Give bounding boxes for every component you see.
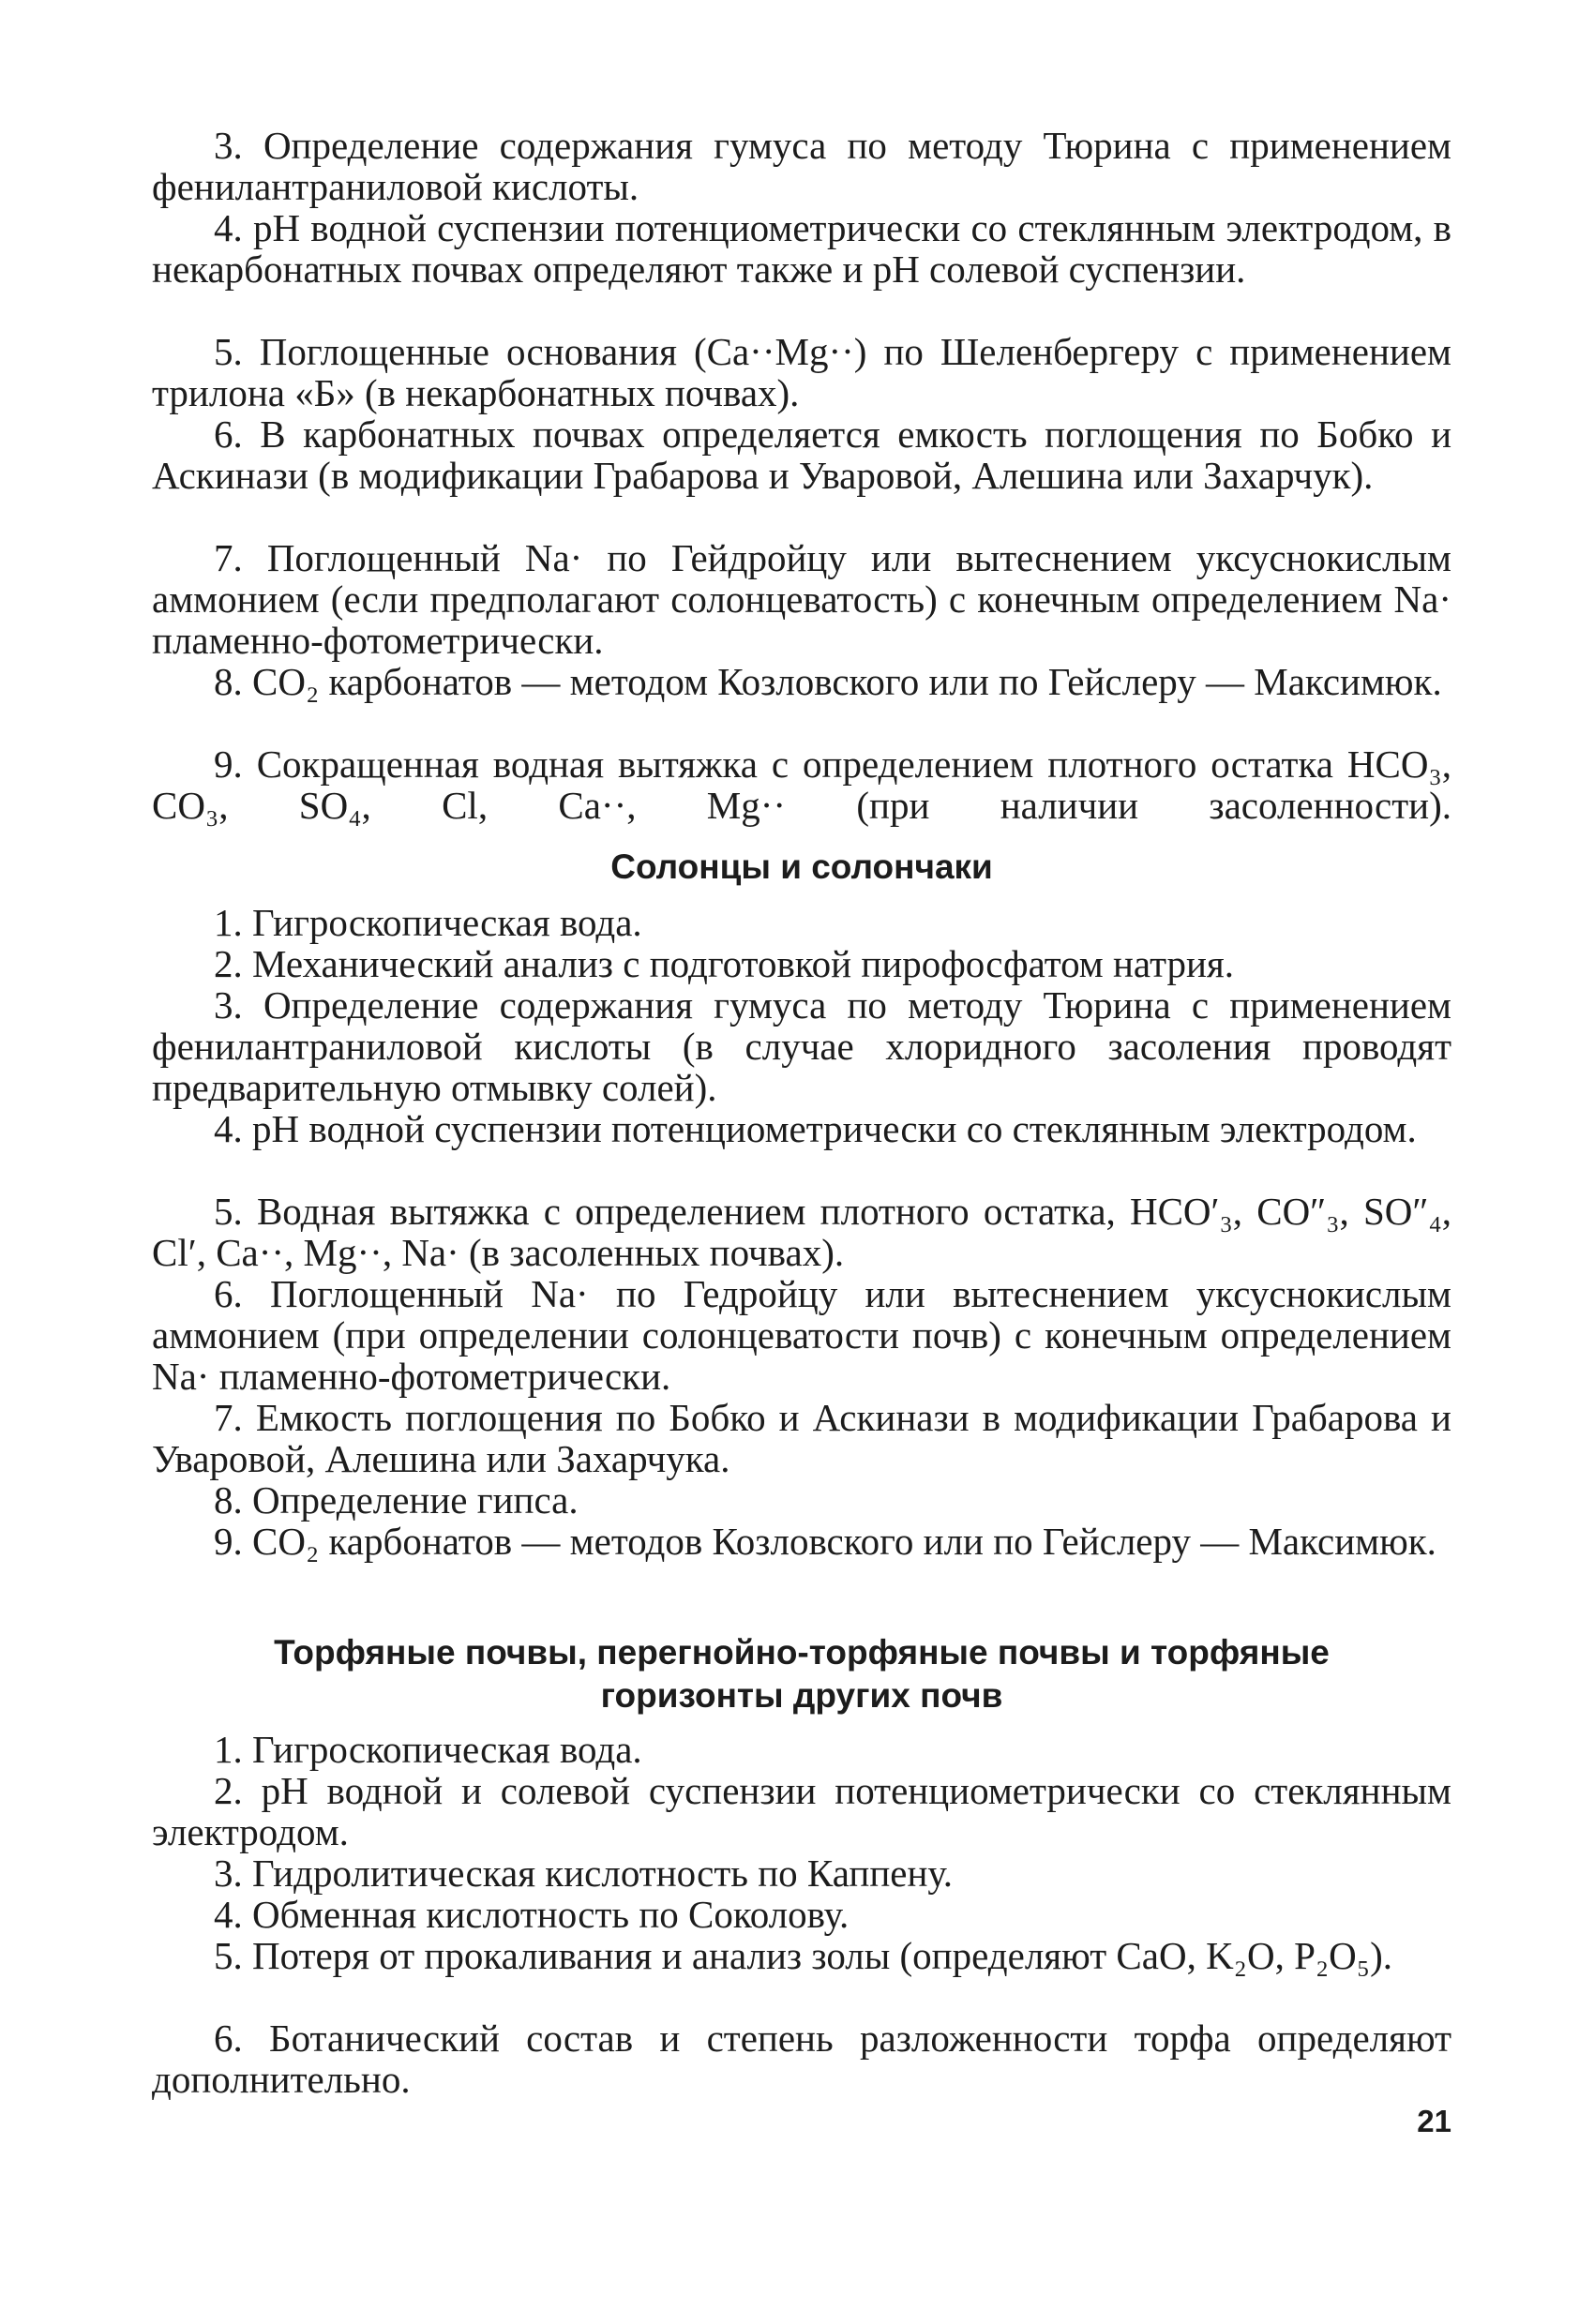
page-number: 21 <box>1417 2104 1451 2138</box>
list-item: 1. Гигроскопическая вода. <box>214 901 642 944</box>
section-solonetz <box>152 846 1451 1603</box>
list-item: 6. Поглощенный Na· по Гедройцу или вытеснением уксуснокислым аммонием (при определении солонцеватости почв) с конечным определением Na· пламенно-фотометрически. <box>152 1272 1451 1398</box>
list-item: 9. Сокращенная водная вытяжка с определением плотного остатка HCO₃, CO₃, SO₄, Cl, Ca··, Mg·· (при наличии засоленности). <box>152 742 1451 827</box>
section-peat-soils <box>152 1631 1451 2100</box>
list-item: 5. Поглощенные основания (Ca··Mg··) по Шеленбергеру с применением трилона «Б» (в некарбонатных почвах). <box>152 330 1451 414</box>
list-item: 3. Определение содержания гумуса по методу Тюрина с применением фенилантраниловой кислоты (в случае хлоридного засоления проводят предварительную отмывку солей). <box>152 983 1451 1109</box>
list-item: 6. Ботанический состав и степень разложенности торфа определяют дополнительно. <box>152 2017 1451 2101</box>
list-item: 2. рН водной и солевой суспензии потенциометрически со стеклянным электродом. <box>152 1769 1451 1853</box>
list-item: 8. Определение гипса. <box>214 1478 579 1522</box>
section-heading: Солонцы и солончаки <box>610 847 993 886</box>
list-item: 6. В карбонатных почвах определяется емкость поглощения по Бобко и Аскинази (в модификации Грабарова и Уваровой, Алешина или Захарчук). <box>152 412 1452 497</box>
list-item: 8. CO₂ карбонатов — методом Козловского или по Гейслеру — Максимюк. <box>214 660 1442 703</box>
list-item: 4. рН водной суспензии потенциометрически со стеклянным электродом. <box>214 1107 1417 1150</box>
list-item: 3. Определение содержания гумуса по методу Тюрина с применением фенилантраниловой кислоты. <box>152 124 1451 208</box>
continuation-list <box>152 125 1451 826</box>
list-item: 4. Обменная кислотность по Соколову. <box>214 1893 850 1936</box>
list-item: 9. CO₂ карбонатов — методов Козловского или по Гейслеру — Максимюк. <box>214 1520 1436 1563</box>
list-item: 7. Емкость поглощения по Бобко и Аскинази в модификации Грабарова и Уваровой, Алешина или Захарчука. <box>152 1396 1452 1480</box>
list-item: 4. рН водной суспензии потенциометрически со стеклянным электродом, в некарбонатных почвах определяют также и рН солевой суспензии. <box>152 206 1451 291</box>
list-item: 1. Гигроскопическая вода. <box>214 1728 642 1771</box>
list-item: 3. Гидролитическая кислотность по Каппену. <box>214 1852 954 1895</box>
list-item: 2. Механический анализ с подготовкой пирофосфатом натрия. <box>214 942 1235 985</box>
list-item: 7. Поглощенный Na· по Гейдройцу или вытеснением уксуснокислым аммонием (если предполагают солонцеватость) с конечным определением Na· пламенно-фотометрически. <box>152 536 1452 662</box>
list-item: 5. Водная вытяжка с определением плотного остатка, HCO′₃, CO″₃, SO″₄, Cl′, Ca··, Mg··, Na· (в засоленных почвах). <box>152 1190 1452 1274</box>
list-item: 5. Потеря от прокаливания и анализ золы (определяют CaO, K₂O, P₂O₅). <box>214 1934 1392 1977</box>
section-heading: Торфяные почвы, перегнойно-торфяные почвы и торфяные горизонты других почв <box>274 1633 1330 1715</box>
